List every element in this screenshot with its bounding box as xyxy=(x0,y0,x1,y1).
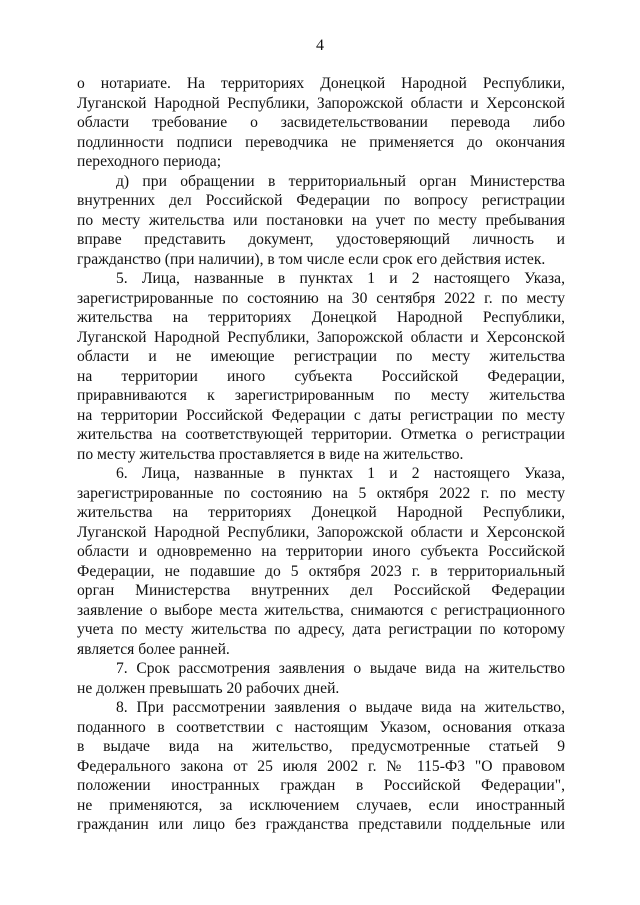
text-line: вправе представить документ, удостоверяющий личность и xyxy=(77,231,565,248)
page-number: 4 xyxy=(316,37,324,54)
text-line: зарегистрированные по состоянию на 5 октября 2022 г. по месту xyxy=(77,484,565,502)
text-line: жительства на территориях Донецкой Народной Республики, xyxy=(77,309,565,326)
text-line: по месту жительства или постановки на учет по месту пребывания xyxy=(77,211,565,229)
text-line: 5. Лица, названные в пунктах 1 и 2 настоящего Указа, xyxy=(116,270,565,287)
text-line: в выдаче вида на жительство, предусмотренные статьей 9 xyxy=(77,738,565,755)
text-line: 8. При рассмотрении заявления о выдаче вида на жительство, xyxy=(116,699,565,716)
text-line: Луганской Народной Республики, Запорожской области и Херсонской xyxy=(77,94,565,112)
text-line: области и одновременно на территории иного субъекта Российской xyxy=(77,543,565,560)
text-line: области и не имеющие регистрации по месту жительства xyxy=(77,348,565,365)
text-line: на территории Российской Федерации с даты регистрации по месту xyxy=(77,406,565,424)
text-line: положении иностранных граждан в Российской Федерации", xyxy=(77,777,565,794)
text-line: д) при обращении в территориальный орган Министерства xyxy=(116,172,565,190)
text-line: Луганской Народной Республики, Запорожской области и Херсонской xyxy=(77,328,565,346)
text-line: Федерального закона от 25 июля 2002 г. № 115-ФЗ "О правовом xyxy=(77,757,565,775)
text-line: не должен превышать 20 рабочих дней. xyxy=(77,679,340,697)
text-line: заявление о выборе места жительства, снимаются с регистрационного xyxy=(77,601,565,619)
text-line: орган Министерства внутренних дел Российской Федерации xyxy=(77,582,565,599)
text-line: является более ранней. xyxy=(77,640,230,658)
text-line: 7. Срок рассмотрения заявления о выдаче вида на жительство xyxy=(116,660,565,677)
text-line: на территории иного субъекта Российской Федерации, xyxy=(77,367,565,385)
text-line: жительства на территориях Донецкой Народной Республики, xyxy=(77,504,565,521)
text-line: Луганской Народной Республики, Запорожской области и Херсонской xyxy=(77,523,565,541)
text-line: переходного периода; xyxy=(77,153,222,170)
text-line: гражданство (при наличии), в том числе если срок его действия истек. xyxy=(77,250,546,268)
text-line: учета по месту жительства по адресу, дата регистрации по которому xyxy=(77,621,565,638)
text-line: внутренних дел Российской Федерации по вопросу регистрации xyxy=(77,192,565,209)
text-line: не применяются, за исключением случаев, если иностранный xyxy=(77,796,565,814)
text-line: поданного в соответствии с настоящим Указом, основания отказа xyxy=(77,718,565,736)
text-line: по месту жительства проставляется в виде на жительство. xyxy=(77,445,464,463)
text-line: о нотариате. На территориях Донецкой Народной Республики, xyxy=(77,75,565,92)
document-body xyxy=(77,74,565,835)
text-line: приравниваются к зарегистрированным по месту жительства xyxy=(77,387,565,404)
text-line: 6. Лица, названные в пунктах 1 и 2 настоящего Указа, xyxy=(116,465,565,482)
text-line: жительства на соответствующей территории. Отметка о регистрации xyxy=(77,426,565,443)
text-line: зарегистрированные по состоянию на 30 сентября 2022 г. по месту xyxy=(77,289,565,307)
text-line: области требование о засвидетельствовании перевода либо xyxy=(77,114,565,131)
text-line: Федерации, не подавшие до 5 октября 2023 г. в территориальный xyxy=(77,562,565,580)
text-line: гражданин или лицо без гражданства представили поддельные или xyxy=(77,816,565,833)
text-line: подлинности подписи переводчика не применяется до окончания xyxy=(77,133,565,151)
